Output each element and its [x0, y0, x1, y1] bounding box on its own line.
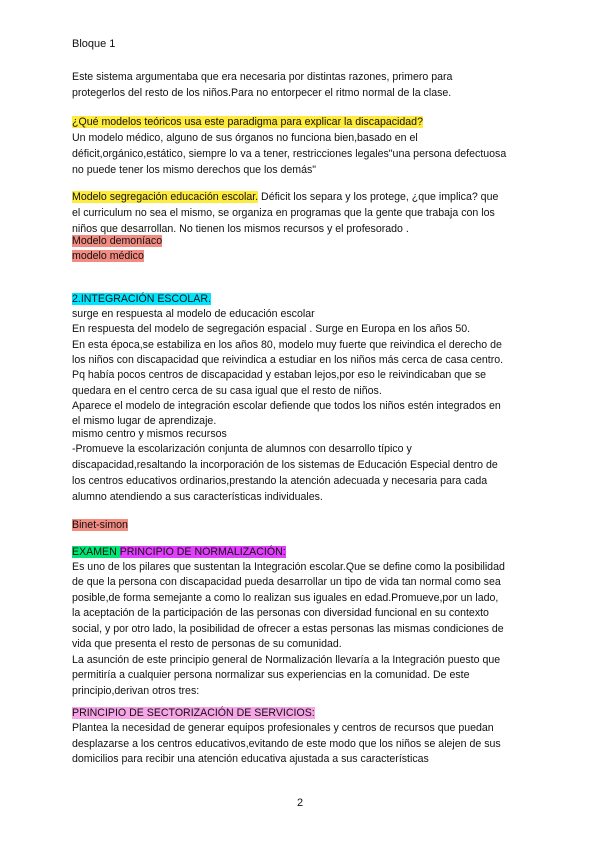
paragraph-line: En respuesta del modelo de segregación espacial . Surge en Europa en los años 50.: [72, 323, 471, 335]
paragraph-line: protegerlos del resto de los niños.Para no entorpecer el ritmo normal de la clase.: [72, 87, 452, 99]
sectorizacion-title-line: [72, 706, 315, 720]
paragraph-line: los centros educativos ordinarios,prestando la atención adecuada y necesaria para cada: [72, 475, 488, 487]
examen-highlight: EXAMEN: [72, 546, 120, 558]
paragraph-line: Es uno de los pilares que sustentan la Integración escolar.Que se define como la posibilidad: [72, 561, 505, 573]
paragraph-line: discapacidad,resaltando la incorporación de los sistemas de Educación Especial dentro de: [72, 459, 498, 471]
binet-line: [72, 518, 128, 532]
paragraph-line: la aceptación de la participación de las personas con diversidad funcional en su contexto: [72, 607, 489, 619]
integracion-title-line: [72, 292, 211, 306]
integracion-title: 2.INTEGRACIÓN ESCOLAR.: [72, 293, 211, 305]
paragraph-line: alumno atendiendo a sus características individuales.: [72, 491, 323, 503]
paragraph-line: los niños con discapacidad que reivindica a estudiar en los niños más cerca de casa centro.: [72, 354, 504, 366]
segregation-line: [72, 190, 498, 204]
binet-highlight: Binet-simon: [72, 519, 128, 531]
normalizacion-title-line: [72, 545, 286, 559]
medico-line: [72, 249, 144, 263]
paragraph-line: -Promueve la escolarización conjunta de alumnos con desarrollo típico y: [72, 443, 412, 455]
paragraph-line: Pq había pocos centros de discapacidad y estaban lejos,por eso le reivindicaban que se: [72, 369, 487, 381]
paragraph-line: Este sistema argumentaba que era necesaria por distintas razones, primero para: [72, 71, 453, 83]
paragraph-line: niños que desarrollan. No tienen los mismos recursos y el profesorado .: [72, 223, 409, 235]
paragraph-line: surge en respuesta al modelo de educación escolar: [72, 308, 315, 320]
segregation-highlight: Modelo segregación educación escolar.: [72, 191, 259, 203]
paragraph-line: Plantea la necesidad de generar equipos profesionales y centros de recursos que puedan: [72, 722, 494, 734]
page-header: Bloque 1: [72, 38, 116, 50]
normalizacion-title: PRINCIPIO DE NORMALIZACIÓN:: [119, 546, 286, 558]
paragraph-line: permitiría a cualquier persona normalizar sus experiencias en la comunidad. De este: [72, 669, 470, 681]
paragraph-line: vida que presenta el resto de personas de su comunidad.: [72, 638, 342, 650]
paragraph-line: mismo centro y mismos recursos: [72, 428, 227, 440]
paragraph-line: el curriculum no sea el mismo, se organiza en programas que la gente que trabaja con los: [72, 207, 495, 219]
demoniaco-highlight: Modelo demoníaco: [72, 235, 163, 247]
paragraph-line: En esta época,se estabiliza en los años 80, modelo muy fuerte que reivindica el derecho de: [72, 339, 502, 351]
paragraph-line: principio,derivan otros tres:: [72, 685, 200, 697]
paragraph-line: social, y por otro lado, la posibilidad de ofrecer a estas personas las mismas condiciones de: [72, 623, 504, 635]
question-highlight: ¿Qué modelos teóricos usa este paradigma para explicar la discapacidad?: [72, 116, 423, 128]
paragraph-line: Un modelo médico, alguno de sus órganos no funciona bien,basado en el: [72, 132, 418, 144]
paragraph-line: quedara en el centro cerca de su casa igual que el resto de niños.: [72, 385, 382, 397]
paragraph-line: desplazarse a los centros educativos,evitando de este modo que los niños se alejen de sus: [72, 738, 501, 750]
paragraph-line: de que la persona con discapacidad pueda desarrollar un tipo de vida tan normal como sea: [72, 576, 501, 588]
paragraph-line: domicilios para recibir una atención educativa ajustada a sus características: [72, 753, 429, 765]
page-number: 2: [296, 797, 304, 809]
paragraph-line: el mismo lugar de aprendizaje.: [72, 415, 217, 427]
segregation-text: Déficit los separa y los protege, ¿que implica? que: [258, 191, 499, 203]
medico-highlight: modelo médico: [72, 250, 144, 262]
paragraph-line: La asunción de este principio general de Normalización llevaría a la Integración puesto que: [72, 654, 501, 666]
paragraph-line: déficit,orgánico,estático, siempre lo va a tener, restricciones legales"una persona defectuosa: [72, 148, 507, 160]
sectorizacion-title: PRINCIPIO DE SECTORIZACIÓN DE SERVICIOS:: [72, 707, 315, 719]
paragraph-line: no puede tener los mismo derechos que los demás": [72, 164, 317, 176]
question-line: [72, 115, 423, 129]
paragraph-line: Aparece el modelo de integración escolar defiende que todos los niños estén integrados en: [72, 400, 501, 412]
paragraph-line: posible,de forma semejante a como lo realizan sus iguales en edad.Promueve,por un lado,: [72, 592, 499, 604]
demoniaco-line: [72, 234, 162, 248]
